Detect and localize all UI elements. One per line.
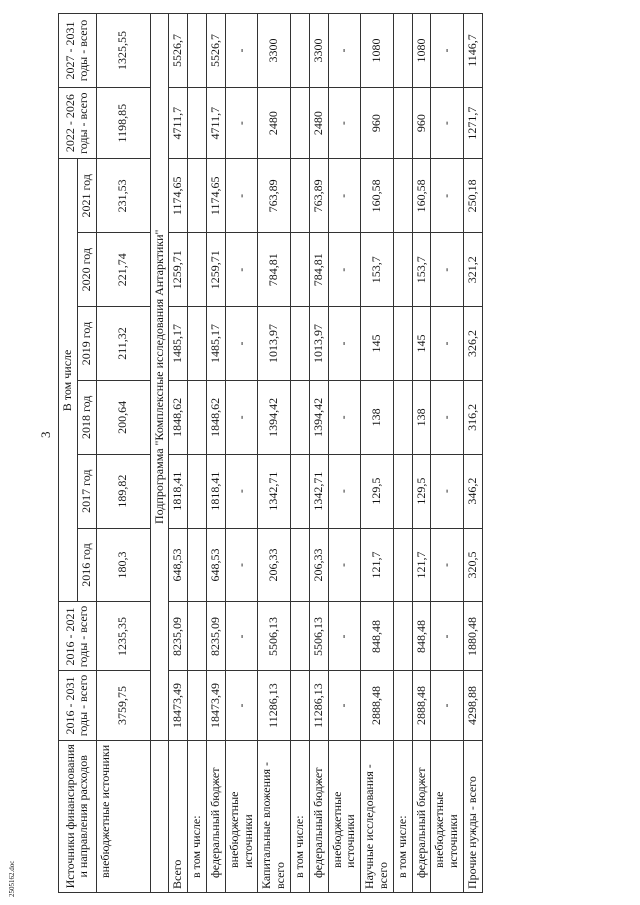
page-number: 3	[38, 431, 53, 438]
cell: 3300	[258, 14, 291, 88]
cell: 138	[412, 380, 431, 454]
header-2016: 2016 год	[77, 528, 96, 602]
row-label: в том числе:	[393, 740, 412, 892]
cell: -	[328, 159, 361, 233]
cell: 1394,42	[258, 380, 291, 454]
cell: 3300	[309, 14, 328, 88]
table-row	[206, 14, 225, 893]
cell: -	[225, 602, 258, 671]
cell: 763,89	[258, 159, 291, 233]
cell: 121,7	[412, 528, 431, 602]
header-group: В том числе	[59, 159, 78, 602]
cell: -	[225, 380, 258, 454]
cell: -	[225, 233, 258, 307]
cell: 18473,49	[169, 671, 188, 740]
cell: -	[328, 307, 361, 381]
cell: 8235,09	[169, 602, 188, 671]
cell: -	[431, 528, 464, 602]
cell: -	[431, 454, 464, 528]
subprogram-title: Подпрограмма "Комплексные исследования Антарктики"	[150, 14, 169, 741]
row-label: федеральный бюджет	[309, 740, 328, 892]
table-row	[431, 14, 464, 893]
header-2021: 2021 год	[77, 159, 96, 233]
cell: 326,2	[463, 307, 482, 381]
cell: 1198,85	[96, 87, 150, 158]
row-label: внебюджетные источники	[328, 740, 361, 892]
cell: 1325,55	[96, 14, 150, 88]
cell: 3759,75	[96, 671, 150, 740]
cell: 8235,09	[206, 602, 225, 671]
header-source: Источники финансирования и направления расходов	[59, 740, 97, 892]
table-row	[188, 14, 207, 893]
cell: 1174,65	[206, 159, 225, 233]
cell: 1271,7	[463, 87, 482, 158]
row-label: федеральный бюджет	[206, 740, 225, 892]
cell: -	[328, 454, 361, 528]
cell: 321,2	[463, 233, 482, 307]
cell: 763,89	[309, 159, 328, 233]
row-label: внебюджетные источники	[225, 740, 258, 892]
table-row	[393, 14, 412, 893]
cell: -	[431, 233, 464, 307]
cell: 129,5	[412, 454, 431, 528]
cell: 160,58	[361, 159, 394, 233]
table-row	[309, 14, 328, 893]
table-row	[169, 14, 188, 893]
table-row	[412, 14, 431, 893]
row-label: федеральный бюджет	[412, 740, 431, 892]
row-label: Всего	[169, 740, 188, 892]
cell: 145	[412, 307, 431, 381]
table-row	[328, 14, 361, 893]
table-row	[361, 14, 394, 893]
header-2020: 2020 год	[77, 233, 96, 307]
cell: 2480	[258, 87, 291, 158]
cell: 129,5	[361, 454, 394, 528]
cell: 648,53	[206, 528, 225, 602]
cell: -	[431, 671, 464, 740]
cell: 160,58	[412, 159, 431, 233]
cell: 250,18	[463, 159, 482, 233]
cell: 1342,71	[258, 454, 291, 528]
cell: 221,74	[96, 233, 150, 307]
header-2018: 2018 год	[77, 380, 96, 454]
subprogram-row	[150, 14, 169, 893]
cell: -	[328, 87, 361, 158]
cell: -	[431, 307, 464, 381]
header-total-2016-2021: 2016 - 2021 годы - всего	[59, 602, 97, 671]
row-label: внебюджетные источники	[431, 740, 464, 892]
cell: 4298,88	[463, 671, 482, 740]
cell: 211,32	[96, 307, 150, 381]
cell: 320,5	[463, 528, 482, 602]
cell: -	[328, 14, 361, 88]
cell: 1818,41	[206, 454, 225, 528]
cell: 1485,17	[169, 307, 188, 381]
header-total-2022-2026: 2022 - 2026 годы - всего	[59, 87, 97, 158]
cell: 1259,71	[169, 233, 188, 307]
row-label: Прочие нужды - всего	[463, 740, 482, 892]
cell: 1235,35	[96, 602, 150, 671]
row-label: в том числе:	[188, 740, 207, 892]
table-row	[96, 14, 150, 893]
cell: 1080	[361, 14, 394, 88]
cell: -	[328, 380, 361, 454]
cell: 1342,71	[309, 454, 328, 528]
cell: 180,3	[96, 528, 150, 602]
cell: 1880,48	[463, 602, 482, 671]
row-label: Капитальные вложения - всего	[258, 740, 291, 892]
cell: -	[328, 671, 361, 740]
table-row	[290, 14, 309, 893]
cell: 145	[361, 307, 394, 381]
cell: 121,7	[361, 528, 394, 602]
cell: 784,81	[309, 233, 328, 307]
cell: -	[431, 14, 464, 88]
cell: 1394,42	[309, 380, 328, 454]
cell: -	[225, 671, 258, 740]
row-label: Научные исследования - всего	[361, 740, 394, 892]
cell: 206,33	[258, 528, 291, 602]
footer-filename: 2505162.doc	[8, 860, 16, 897]
header-2019: 2019 год	[77, 307, 96, 381]
cell: 206,33	[309, 528, 328, 602]
cell: 960	[412, 87, 431, 158]
cell: -	[225, 454, 258, 528]
header-total-2027-2031: 2027 - 2031 годы - всего	[59, 14, 97, 88]
cell: 18473,49	[206, 671, 225, 740]
cell: 153,7	[412, 233, 431, 307]
table-row	[225, 14, 258, 893]
cell: 2888,48	[412, 671, 431, 740]
cell: 346,2	[463, 454, 482, 528]
header-total-2016-2031: 2016 - 2031 годы - всего	[59, 671, 97, 740]
cell: 153,7	[361, 233, 394, 307]
cell: 5526,7	[169, 14, 188, 88]
cell: 11286,13	[258, 671, 291, 740]
row-label: в том числе:	[290, 740, 309, 892]
cell: -	[225, 87, 258, 158]
cell: 316,2	[463, 380, 482, 454]
cell: 11286,13	[309, 671, 328, 740]
cell: 1259,71	[206, 233, 225, 307]
cell: 138	[361, 380, 394, 454]
cell: 1848,62	[169, 380, 188, 454]
cell: 1848,62	[206, 380, 225, 454]
cell: -	[431, 87, 464, 158]
cell: 5526,7	[206, 14, 225, 88]
cell: 1146,7	[463, 14, 482, 88]
cell: 1174,65	[169, 159, 188, 233]
cell: -	[225, 307, 258, 381]
cell: -	[328, 528, 361, 602]
cell: 189,82	[96, 454, 150, 528]
cell: -	[225, 528, 258, 602]
cell: 1818,41	[169, 454, 188, 528]
cell: 848,48	[361, 602, 394, 671]
cell: 4711,7	[169, 87, 188, 158]
cell: 960	[361, 87, 394, 158]
cell: 5506,13	[258, 602, 291, 671]
row-label: внебюджетные источники	[96, 740, 150, 892]
cell: -	[225, 159, 258, 233]
cell: 848,48	[412, 602, 431, 671]
cell: 4711,7	[206, 87, 225, 158]
cell: -	[431, 380, 464, 454]
cell: 1013,97	[258, 307, 291, 381]
cell: 784,81	[258, 233, 291, 307]
cell: -	[225, 14, 258, 88]
funding-table	[58, 13, 483, 893]
cell: -	[431, 159, 464, 233]
cell: -	[328, 602, 361, 671]
cell: 648,53	[169, 528, 188, 602]
cell: 5506,13	[309, 602, 328, 671]
cell: 231,53	[96, 159, 150, 233]
cell: -	[431, 602, 464, 671]
cell: 2888,48	[361, 671, 394, 740]
header-2017: 2017 год	[77, 454, 96, 528]
cell: 1080	[412, 14, 431, 88]
rotated-table-container	[58, 13, 578, 893]
table-row	[463, 14, 482, 893]
cell: -	[328, 233, 361, 307]
cell: 1485,17	[206, 307, 225, 381]
cell: 2480	[309, 87, 328, 158]
cell: 200,64	[96, 380, 150, 454]
cell: 1013,97	[309, 307, 328, 381]
table-row	[258, 14, 291, 893]
